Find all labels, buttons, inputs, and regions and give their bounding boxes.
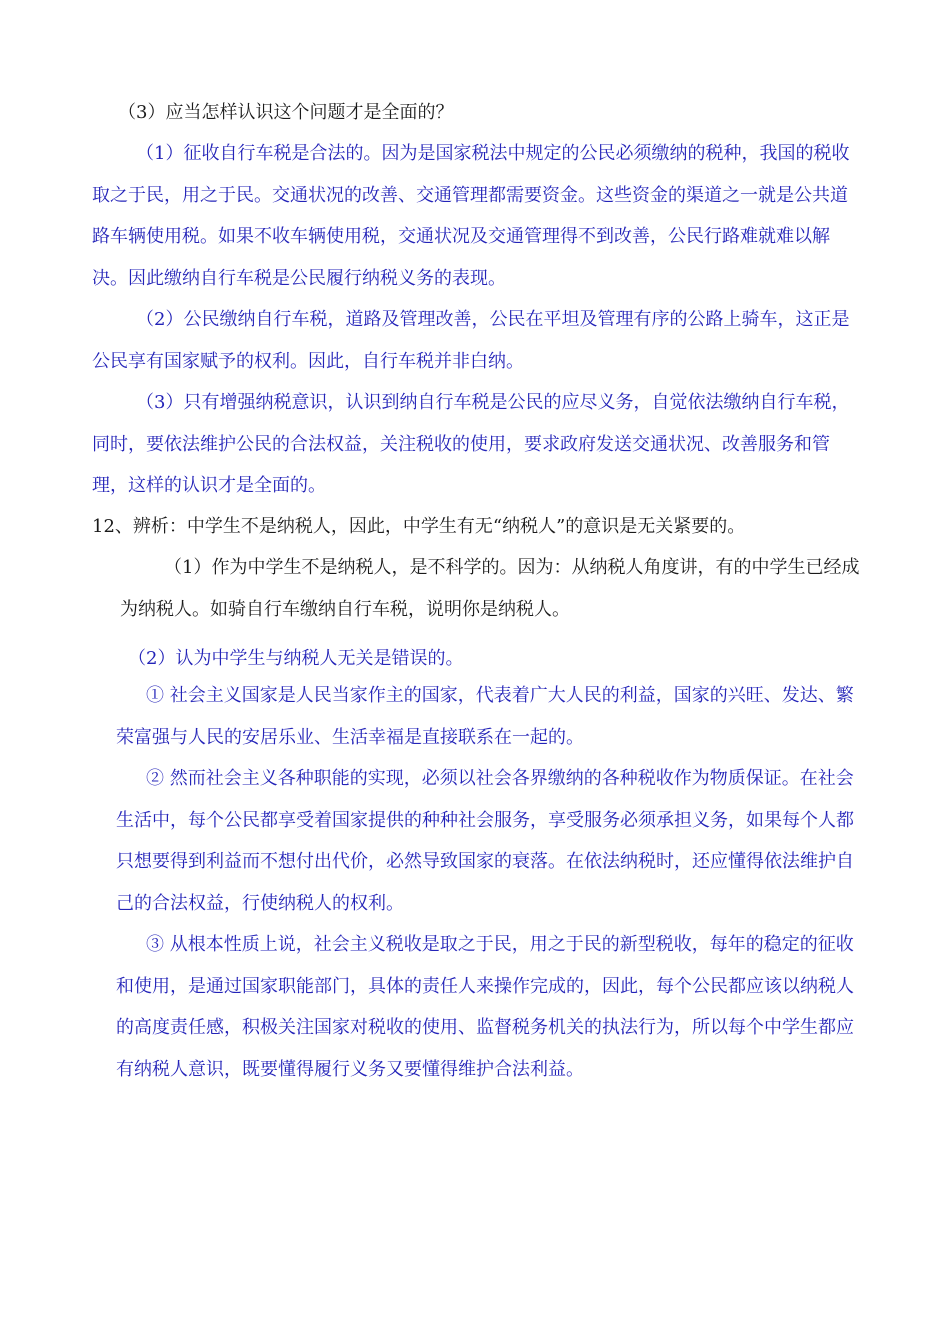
q12-answer-2: （2）认为中学生与纳税人无关是错误的。 xyxy=(128,648,464,669)
question-12: 12、辨析：中学生不是纳税人，因此，中学生有无“纳税人”的意识是无关紧要的。 xyxy=(92,516,746,537)
answer-3: （3）只有增强纳税意识，认识到纳自行车税是公民的应尽义务，自觉依法缴纳自行车税，同时，要依法维护公民的合法权益，关注税收的使用，要求政府发送交通状况、改善服务和管理，这样的认识才是全面的。 xyxy=(92,392,850,496)
q12-point-2: ② 然而社会主义各种职能的实现，必须以社会各界缴纳的各种税收作为物质保证。在社会生活中，每个公民都享受着国家提供的种种社会服务，享受服务必须承担义务，如果每个人都只想要得到利益而不想付出代价，必然导致国家的衰落。在依法纳税时，还应懂得依法维护自己的合法权益，行使纳税人的权利。 xyxy=(116,768,854,914)
q12-point-3: ③ 从根本性质上说，社会主义税收是取之于民，用之于民的新型税收，每年的稳定的征收和使用，是通过国家职能部门，具体的责任人来操作完成的，因此，每个公民都应该以纳税人的高度责任感，积极关注国家对税收的使用、监督税务机关的执法行为，所以每个中学生都应有纳税人意识，既要懂得履行义务又要懂得维护合法利益。 xyxy=(116,934,854,1080)
q12-answer-1: （1）作为中学生不是纳税人，是不科学的。因为：从纳税人角度讲，有的中学生已经成为纳税人。如骑自行车缴纳自行车税，说明你是纳税人。 xyxy=(120,557,860,620)
answer-2: （2）公民缴纳自行车税，道路及管理改善，公民在平坦及管理有序的公路上骑车，这正是公民享有国家赋予的权利。因此，自行车税并非白纳。 xyxy=(92,309,850,372)
question-3: （3）应当怎样认识这个问题才是全面的？ xyxy=(118,102,454,123)
q12-point-1: ① 社会主义国家是人民当家作主的国家，代表着广大人民的利益，国家的兴旺、发达、繁荣富强与人民的安居乐业、生活幸福是直接联系在一起的。 xyxy=(116,685,854,748)
answer-1: （1）征收自行车税是合法的。因为是国家税法中规定的公民必须缴纳的税种，我国的税收取之于民，用之于民。交通状况的改善、交通管理都需要资金。这些资金的渠道之一就是公共道路车辆使用税。如果不收车辆使用税，交通状况及交通管理得不到改善，公民行路难就难以解决。因此缴纳自行车税是公民履行纳税义务的表现。 xyxy=(92,143,850,289)
